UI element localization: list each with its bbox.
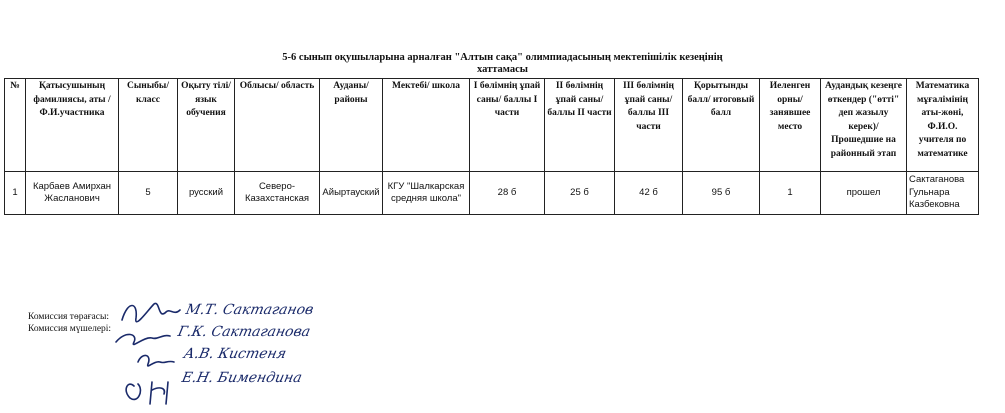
commission-members-label: Комиссия мүшелері:	[28, 324, 112, 334]
header-part1: I бөлімнің ұпай саны/ баллы I части	[470, 79, 545, 172]
header-passed: Аудандық кезеңге өткендер ("өтті" деп жазылу керек)/ Прошедшие на районный этап	[821, 79, 907, 172]
title-line-2: хаттамасы	[477, 64, 528, 75]
cell-grade: 5	[119, 172, 178, 215]
signatures-block	[108, 290, 348, 410]
header-participant: Қатысушының фамилиясы, аты /Ф.И.участника	[26, 79, 119, 172]
protocol-table	[4, 78, 979, 215]
table-header-row	[5, 79, 979, 172]
cell-place: 1	[760, 172, 821, 215]
cell-part2: 25 б	[545, 172, 615, 215]
signature-name-4: Е.Н. Бимендина	[180, 370, 304, 386]
cell-part3: 42 б	[615, 172, 683, 215]
cell-passed: прошел	[821, 172, 907, 215]
signature-name-3: А.В. Кистеня	[182, 346, 288, 362]
header-language: Оқыту тілі/ язык обучения	[178, 79, 235, 172]
table-row	[5, 172, 979, 215]
title-line-1: 5-6 сынып оқушыларына арналған "Алтын сақа" олимпиадасының мектепішілік кезеңінің	[282, 52, 723, 63]
cell-part1: 28 б	[470, 172, 545, 215]
header-school: Мектебі/ школа	[383, 79, 470, 172]
header-place: Иеленген орны/ занявшее место	[760, 79, 821, 172]
header-region: Облысы/ область	[235, 79, 320, 172]
commission-labels	[28, 311, 111, 335]
cell-teacher: Сактаганова Гульнара Казбековна	[907, 172, 979, 215]
header-district: Ауданы/ районы	[320, 79, 383, 172]
cell-district: Айыртауский	[320, 172, 383, 215]
header-part3: III бөлімнің ұпай саны/ баллы III части	[615, 79, 683, 172]
cell-region: Северо-Казахстанская	[235, 172, 320, 215]
cell-total: 95 б	[683, 172, 760, 215]
signature-name-1: М.Т. Сактаганов	[184, 302, 315, 318]
cell-number: 1	[5, 172, 26, 215]
commission-chair-label: Комиссия төрағасы:	[28, 312, 110, 322]
cell-participant: Карбаев Амирхан Жасланович	[26, 172, 119, 215]
header-total: Қорытынды балл/ итоговый балл	[683, 79, 760, 172]
header-part2: II бөлімнің ұпай саны/ баллы II части	[545, 79, 615, 172]
document-title	[0, 52, 1005, 76]
header-number: №	[5, 79, 26, 172]
cell-language: русский	[178, 172, 235, 215]
header-grade: Сыныбы/класс	[119, 79, 178, 172]
header-teacher: Математика мұғалімінің аты-жөні, Ф.И.О. учителя по математике	[907, 79, 979, 172]
cell-school: КГУ "Шалкарская средняя школа"	[383, 172, 470, 215]
signature-name-2: Г.К. Сактаганова	[176, 324, 312, 340]
